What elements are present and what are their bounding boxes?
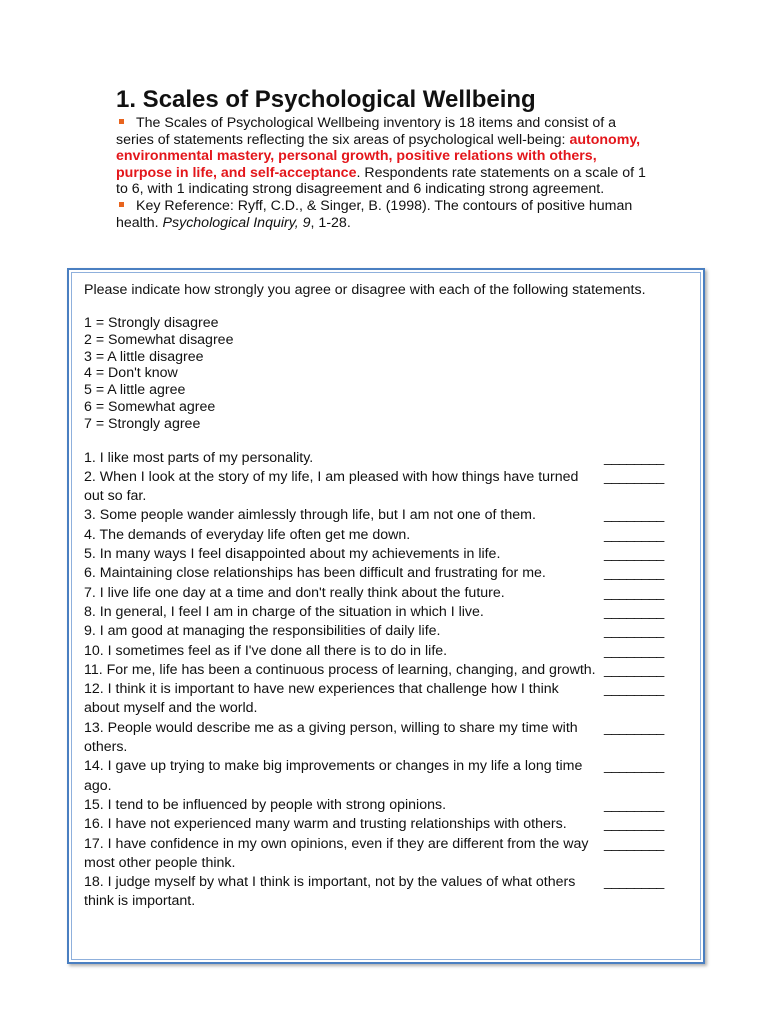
statement-row — [84, 719, 684, 758]
answer-blank[interactable]: ________ — [604, 623, 664, 640]
statement-text: 14. I gave up trying to make big improvements or changes in my life a long time ago. — [84, 758, 583, 794]
statement-row — [84, 757, 684, 796]
questionnaire-content — [84, 282, 684, 912]
answer-blank[interactable]: ________ — [604, 449, 664, 466]
statement-list — [84, 449, 684, 912]
page-title: 1. Scales of Psychological Wellbeing — [116, 86, 536, 113]
answer-blank[interactable]: ________ — [604, 546, 664, 563]
statement-row — [84, 545, 684, 564]
statement-row — [84, 815, 684, 834]
answer-blank[interactable]: ________ — [604, 681, 664, 698]
statement-row — [84, 642, 684, 661]
statement-row — [84, 796, 684, 815]
statement-text: 2. When I look at the story of my life, I am pleased with how things have turned out so far. — [84, 468, 579, 505]
statement-text: 11. For me, life has been a continuous process of learning, changing, and growth. — [84, 661, 596, 678]
statement-row — [84, 468, 684, 507]
statement-row — [84, 564, 684, 583]
six-areas-highlight: autonomy, environmental mastery, personal growth, positive relations with others, purpose in life, and self-acceptance — [116, 131, 641, 181]
statement-text: 5. In many ways I feel disappointed about my achievements in life. — [84, 546, 501, 563]
statement-text: 12. I think it is important to have new experiences that challenge how I think about myself and the world. — [84, 681, 559, 717]
statement-text: 1. I like most parts of my personality. — [84, 449, 314, 466]
intro-lead-text: The Scales of Psychological Wellbeing inventory is 18 items and consist of a series of statements reflecting the six areas of psychological well-being: — [116, 115, 616, 148]
answer-blank[interactable]: ________ — [604, 603, 664, 620]
statement-row — [84, 873, 684, 912]
statement-text: 16. I have not experienced many warm and trusting relationships with others. — [84, 816, 567, 833]
statement-row — [84, 835, 684, 874]
statement-row — [84, 603, 684, 622]
scale-option: 2 = Somewhat disagree — [84, 331, 234, 348]
intro-paragraph-description — [116, 115, 656, 198]
statement-row — [84, 584, 684, 603]
answer-blank[interactable]: ________ — [604, 874, 664, 891]
rating-scale-legend — [84, 315, 684, 433]
statement-text: 3. Some people wander aimlessly through life, but I am not one of them. — [84, 507, 536, 524]
reference-journal: Psychological Inquiry, 9 — [162, 214, 311, 231]
statement-row — [84, 449, 684, 468]
answer-blank[interactable]: ________ — [604, 507, 664, 524]
intro-section — [116, 115, 656, 231]
statement-text: 10. I sometimes feel as if I've done all there is to do in life. — [84, 642, 448, 659]
statement-text: 15. I tend to be influenced by people with strong opinions. — [84, 796, 447, 813]
answer-blank[interactable]: ________ — [604, 584, 664, 601]
answer-blank[interactable]: ________ — [604, 796, 664, 813]
scale-option: 3 = A little disagree — [84, 348, 204, 365]
scale-option: 7 = Strongly agree — [84, 415, 201, 432]
scale-option: 4 = Don't know — [84, 365, 178, 382]
statement-row — [84, 680, 684, 719]
answer-blank[interactable]: ________ — [604, 565, 664, 582]
intro-paragraph-reference — [116, 198, 656, 231]
answer-blank[interactable]: ________ — [604, 835, 664, 852]
answer-blank[interactable]: ________ — [604, 468, 664, 485]
statement-row — [84, 506, 684, 525]
bullet-icon — [119, 202, 124, 207]
answer-blank[interactable]: ________ — [604, 758, 664, 775]
bullet-icon — [119, 119, 124, 124]
scale-option: 6 = Somewhat agree — [84, 398, 216, 415]
statement-text: 17. I have confidence in my own opinions, even if they are different from the way most other people think. — [84, 835, 589, 871]
statement-text: 18. I judge myself by what I think is important, not by the values of what others think is important. — [84, 874, 576, 910]
statement-text: 6. Maintaining close relationships has been difficult and frustrating for me. — [84, 565, 546, 582]
scale-option: 1 = Strongly disagree — [84, 315, 219, 331]
statement-row — [84, 661, 684, 680]
statement-text: 9. I am good at managing the responsibilities of daily life. — [84, 623, 441, 640]
reference-lead-text: Key Reference: Ryff, C.D., & Singer, B. (1998). The contours of positive human health. — [116, 197, 633, 231]
questionnaire-instructions: Please indicate how strongly you agree or disagree with each of the following statements. — [84, 282, 646, 298]
statement-row — [84, 526, 684, 545]
statement-text: 7. I live life one day at a time and don't really think about the future. — [84, 584, 505, 601]
statement-row — [84, 622, 684, 641]
statement-text: 8. In general, I feel I am in charge of the situation in which I live. — [84, 603, 484, 620]
answer-blank[interactable]: ________ — [604, 719, 664, 736]
questionnaire-box — [67, 268, 705, 964]
reference-tail-text: , 1-28. — [310, 214, 351, 231]
answer-blank[interactable]: ________ — [604, 816, 664, 833]
intro-tail-text: . Respondents rate statements on a scale of 1 to 6, with 1 indicating strong disagreement and 6 indicating strong agreement. — [116, 164, 646, 198]
answer-blank[interactable]: ________ — [604, 661, 664, 678]
statement-text: 4. The demands of everyday life often get me down. — [84, 526, 411, 543]
answer-blank[interactable]: ________ — [604, 642, 664, 659]
answer-blank[interactable]: ________ — [604, 526, 664, 543]
statement-text: 13. People would describe me as a giving person, willing to share my time with others. — [84, 719, 578, 756]
scale-option: 5 = A little agree — [84, 382, 186, 399]
